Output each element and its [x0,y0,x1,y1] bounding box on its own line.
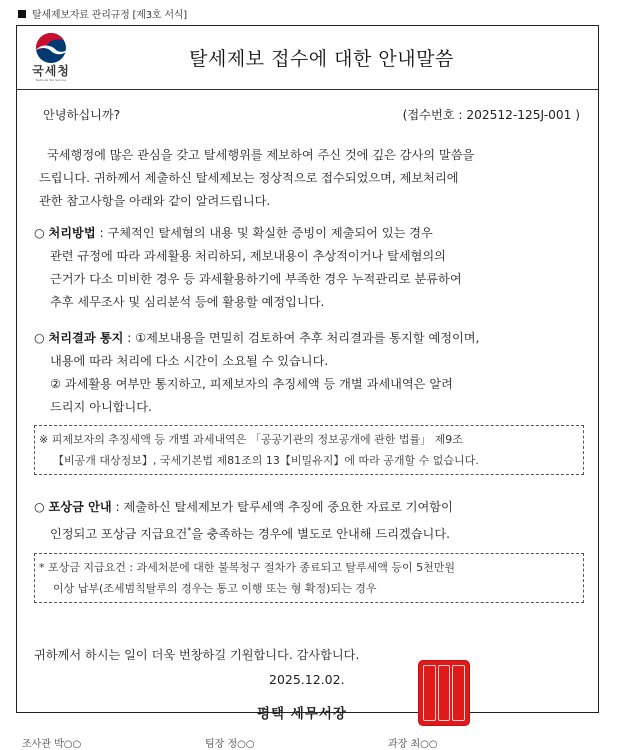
notice-document [16,25,599,722]
signature: 평택 세무서장 [257,706,347,722]
section-text: : ①제보내용을 면밀히 검토하여 추후 처리결과를 통지할 예정이며, [123,331,480,345]
footnote-marker: * [187,526,192,535]
note-text: ※ 피제보자의 추징세액 등 개별 과세내역은 「공공기관의 정보공개에 관한 법률」 제9조 [39,433,463,446]
section-text: 인정되고 포상금 지급요건 [50,527,188,542]
document-header [17,26,598,90]
section-text: 을 충족하는 경우에 별도로 안내해 드리겠습니다. [191,527,450,542]
square-bullet-icon [18,10,26,18]
circle-bullet-icon: ○ [34,500,45,514]
section-text: 근거가 다소 미비한 경우 등 과세활용하기에 부족한 경우 누적관리로 분류하여 [50,272,462,286]
note-text: 이상 납부(조세범칙탈루의 경우는 통고 이행 또는 형 확정)되는 경우 [53,582,377,595]
footer-officer: 조사관 박○○ [22,739,82,750]
page-title: 탈세제보 접수에 대한 안내말씀 [189,48,454,70]
reward-requirement-note [34,553,584,603]
circle-bullet-icon: ○ [34,226,45,240]
section-text: 드리지 아니합니다. [50,400,152,414]
note-text: * 포상금 지급요건 : 과세처분에 대한 불복청구 절차가 종료되고 탈루세액 등이 5천만원 [39,561,455,574]
official-seal-icon [419,661,469,725]
logo-subtext: National Tax Service [35,78,67,82]
closing-message: 귀하께서 하시는 일이 더욱 번창하길 기원합니다. 감사합니다. [34,648,360,662]
circle-bullet-icon: ○ [34,331,45,345]
greeting: 안녕하십니까? [43,108,121,122]
section-method [34,222,588,314]
section-text: : 제출하신 탈세제보가 탈루세액 추징에 중요한 자료로 기여함이 [111,500,453,514]
form-label [18,6,187,21]
issue-date: 2025.12.02. [269,672,345,687]
section-text: 관련 규정에 따라 과세활용 처리하되, 제보내용이 추상적이거나 탈세혐의의 [50,249,446,263]
intro-line: 드립니다. 귀하께서 제출하신 탈세제보는 정상적으로 접수되었으며, 제보처리에 [39,171,459,185]
receipt-number: (접수번호 : 202512-125J-001 ) [402,108,580,122]
logo-text: 국세청 [32,64,70,78]
intro-line: 국세행정에 많은 관심을 갖고 탈세행위를 제보하여 주신 것에 깊은 감사의 말씀을 [47,148,475,162]
section-text: ② 과세활용 여부만 통지하고, 피제보자의 추징세액 등 개별 과세내역은 알려 [50,377,453,391]
section-text: : 구체적인 탈세혐의 내용 및 확실한 증빙이 제출되어 있는 경우 [95,226,433,240]
intro-paragraph [39,144,579,213]
form-label-text: 탈세제보자료 관리규정 [제3호 서식] [32,10,187,21]
privacy-note [34,425,584,475]
footer-team-lead: 팀장 정○○ [205,739,255,750]
section-heading: 처리방법 [48,226,96,240]
section-text: 내용에 따라 처리에 다소 시간이 소요될 수 있습니다. [50,354,329,368]
section-heading: 포상금 안내 [48,500,112,514]
note-text: 【비공개 대상정보】, 국세기본법 제81조의 13【비밀유지】에 따라 공개할 수 없습니다. [53,454,479,467]
section-heading: 처리결과 통지 [48,331,124,345]
section-result [34,327,588,419]
section-reward [34,496,588,546]
footer-director: 과장 최○○ [388,739,438,750]
intro-line: 관한 참고사항을 아래와 같이 알려드립니다. [39,194,271,208]
section-text: 추후 세무조사 및 심리분석 등에 활용할 예정입니다. [50,295,325,309]
